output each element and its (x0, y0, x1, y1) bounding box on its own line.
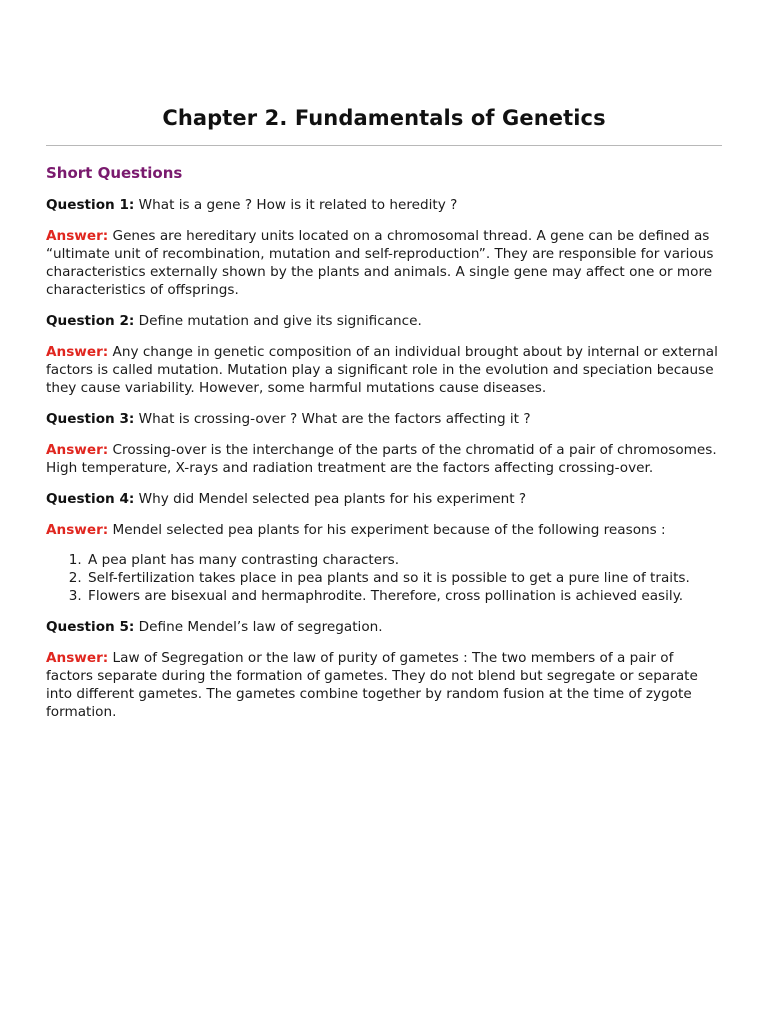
question-label: Question 3: (46, 411, 135, 427)
title-divider (46, 145, 722, 146)
answer-4 (46, 521, 722, 539)
answer-3 (46, 441, 722, 477)
list-item: 3. Flowers are bisexual and hermaphrodite. Therefore, cross pollination is achieved easily. (86, 587, 722, 605)
question-text: Why did Mendel selected pea plants for his experiment ? (134, 491, 527, 507)
answer-5 (46, 649, 722, 721)
answer-label: Answer: (46, 344, 109, 360)
reasons-list (46, 551, 722, 605)
answer-text: Genes are hereditary units located on a chromosomal thread. A gene can be defined as “ultimate unit of recombination, mutation and self-reproduction”. They are responsible for various characteristics externally shown by the plants and animals. A single gene may affect one or more characteristics of offsprings. (46, 228, 714, 298)
question-5 (46, 618, 722, 636)
answer-text: Law of Segregation or the law of purity of gametes : The two members of a pair of factors separate during the formation of gametes. They do not blend but segregate or separate into different gametes. The gametes combine together by random fusion at the time of zygote formation. (46, 650, 698, 720)
question-text: What is a gene ? How is it related to heredity ? (134, 197, 458, 213)
answer-text: Mendel selected pea plants for his experiment because of the following reasons : (108, 522, 666, 538)
answer-text: Crossing-over is the interchange of the parts of the chromatid of a pair of chromosomes. High temperature, X-rays and radiation treatment are the factors affecting crossing-over. (46, 442, 717, 476)
question-3 (46, 410, 722, 428)
question-text: Define Mendel’s law of segregation. (134, 619, 383, 635)
answer-label: Answer: (46, 522, 109, 538)
answer-1 (46, 227, 722, 299)
answer-label: Answer: (46, 650, 109, 666)
document-page (46, 0, 722, 721)
answer-label: Answer: (46, 228, 109, 244)
answer-2 (46, 343, 722, 397)
list-item: 2. Self-fertilization takes place in pea plants and so it is possible to get a pure line of traits. (86, 569, 722, 587)
question-4 (46, 490, 722, 508)
question-label: Question 1: (46, 197, 135, 213)
question-text: What is crossing-over ? What are the factors affecting it ? (134, 411, 531, 427)
list-item: 1. A pea plant has many contrasting characters. (86, 551, 722, 569)
section-heading: Short Questions (46, 164, 183, 182)
question-text: Define mutation and give its significance. (134, 313, 422, 329)
question-label: Question 2: (46, 313, 135, 329)
chapter-title: Chapter 2. Fundamentals of Genetics (162, 106, 606, 130)
question-label: Question 5: (46, 619, 135, 635)
question-1 (46, 196, 722, 214)
question-label: Question 4: (46, 491, 135, 507)
answer-text: Any change in genetic composition of an individual brought about by internal or external factors is called mutation. Mutation play a significant role in the evolution and speciation because they cause variability. However, some harmful mutations cause diseases. (46, 344, 718, 396)
answer-label: Answer: (46, 442, 109, 458)
question-2 (46, 312, 722, 330)
